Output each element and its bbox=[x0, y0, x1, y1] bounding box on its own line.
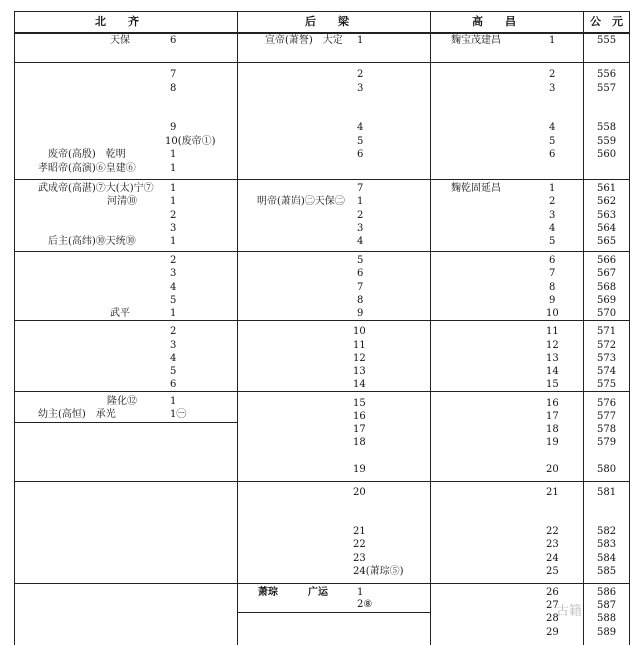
ad-year: 576 bbox=[597, 398, 617, 409]
houliang-year: 22 bbox=[353, 539, 366, 550]
beiqi-year: 1 bbox=[170, 163, 177, 174]
houliang-year: 19 bbox=[353, 464, 366, 475]
beiqi-year: 1 bbox=[170, 196, 177, 207]
gaochang-year: 25 bbox=[546, 566, 559, 577]
gaochang-year: 10 bbox=[546, 308, 559, 319]
beiqi-year: 4 bbox=[170, 353, 177, 364]
houliang-year: 21 bbox=[353, 526, 366, 537]
beiqi-year: 2 bbox=[170, 255, 177, 266]
ad-year: 572 bbox=[597, 340, 617, 351]
ad-year: 580 bbox=[597, 464, 617, 475]
beiqi-year: 10(废帝①) bbox=[165, 136, 216, 147]
ad-year: 559 bbox=[597, 136, 617, 147]
beiqi-year: 6 bbox=[170, 379, 177, 390]
gaochang-year: 4 bbox=[549, 122, 556, 133]
ad-year: 570 bbox=[597, 308, 617, 319]
ad-year: 557 bbox=[597, 83, 617, 94]
gaochang-year: 2 bbox=[549, 196, 556, 207]
gaochang-year: 2 bbox=[549, 69, 556, 80]
houliang-year: 11 bbox=[353, 340, 366, 351]
row-divider bbox=[14, 391, 630, 392]
ad-year: 587 bbox=[597, 600, 617, 611]
ad-year: 583 bbox=[597, 539, 617, 550]
ad-year: 567 bbox=[597, 268, 617, 279]
houliang-year: 1 bbox=[357, 196, 364, 207]
houliang-year: 14 bbox=[353, 379, 366, 390]
houliang-era-name: 宣帝(萧詧) 大定 bbox=[265, 35, 343, 46]
col-line-1 bbox=[237, 11, 238, 645]
ad-year: 571 bbox=[597, 326, 617, 337]
gaochang-year: 21 bbox=[546, 487, 559, 498]
gaochang-year: 16 bbox=[546, 398, 559, 409]
houliang-year: 6 bbox=[357, 149, 364, 160]
beiqi-year: 2 bbox=[170, 210, 177, 221]
gaochang-year: 9 bbox=[549, 295, 556, 306]
gaochang-year: 14 bbox=[546, 366, 559, 377]
beiqi-era-name: 河清⑩ bbox=[107, 196, 137, 207]
gaochang-year: 22 bbox=[546, 526, 559, 537]
gaochang-year: 28 bbox=[546, 613, 559, 624]
gaochang-year: 17 bbox=[546, 411, 559, 422]
beiqi-year: 1 bbox=[170, 396, 177, 407]
houliang-year: 5 bbox=[357, 136, 364, 147]
houliang-year: 2 bbox=[357, 69, 364, 80]
ad-year: 577 bbox=[597, 411, 617, 422]
ad-year: 568 bbox=[597, 282, 617, 293]
houliang-year: 4 bbox=[357, 122, 364, 133]
houliang-year: 5 bbox=[357, 255, 364, 266]
beiqi-era-name: 幼主(高恒) 承光 bbox=[38, 409, 116, 420]
houliang-year: 1 bbox=[357, 35, 364, 46]
row-divider bbox=[14, 320, 630, 321]
ad-year: 558 bbox=[597, 122, 617, 133]
ad-year: 560 bbox=[597, 149, 617, 160]
gaochang-year: 24 bbox=[546, 553, 559, 564]
watermark: 古籍 bbox=[556, 604, 583, 619]
row-divider bbox=[14, 481, 630, 482]
ad-year: 562 bbox=[597, 196, 617, 207]
ad-year: 564 bbox=[597, 223, 617, 234]
gaochang-era-name: 麴宝茂建昌 bbox=[451, 35, 501, 46]
ad-year: 585 bbox=[597, 566, 617, 577]
col-line-right bbox=[629, 11, 630, 645]
houliang-year: 4 bbox=[357, 236, 364, 247]
row-divider-partial bbox=[237, 612, 430, 613]
houliang-year: 20 bbox=[353, 487, 366, 498]
gaochang-year: 1 bbox=[549, 35, 556, 46]
houliang-year: 7 bbox=[357, 282, 364, 293]
houliang-year: 8 bbox=[357, 295, 364, 306]
ad-year: 566 bbox=[597, 255, 617, 266]
beiqi-year: 8 bbox=[170, 83, 177, 94]
ad-year: 569 bbox=[597, 295, 617, 306]
beiqi-year: 1㊀ bbox=[170, 409, 187, 420]
col-line-2 bbox=[430, 11, 431, 645]
beiqi-year: 2 bbox=[170, 326, 177, 337]
beiqi-era-name: 后主(高纬)⑩天统⑩ bbox=[48, 236, 136, 247]
gaochang-era-name: 麴乾固延昌 bbox=[451, 183, 501, 194]
beiqi-year: 1 bbox=[170, 149, 177, 160]
houliang-year: 15 bbox=[353, 398, 366, 409]
header-gong-yuan: 公 元 bbox=[590, 15, 623, 28]
gaochang-year: 29 bbox=[546, 627, 559, 638]
col-line-3 bbox=[583, 11, 584, 645]
ad-year: 582 bbox=[597, 526, 617, 537]
gaochang-year: 8 bbox=[549, 282, 556, 293]
beiqi-year: 5 bbox=[170, 295, 177, 306]
gaochang-year: 3 bbox=[549, 83, 556, 94]
beiqi-year: 9 bbox=[170, 122, 177, 133]
ad-year: 579 bbox=[597, 437, 617, 448]
houliang-year: 24(萧琮⑤) bbox=[353, 566, 404, 577]
houliang-year: 10 bbox=[353, 326, 366, 337]
houliang-year: 2⑧ bbox=[357, 599, 373, 610]
houliang-year: 1 bbox=[357, 587, 364, 598]
ad-year: 574 bbox=[597, 366, 617, 377]
houliang-year: 18 bbox=[353, 437, 366, 448]
ad-year: 586 bbox=[597, 587, 617, 598]
gaochang-year: 12 bbox=[546, 340, 559, 351]
gaochang-year: 4 bbox=[549, 223, 556, 234]
ad-year: 575 bbox=[597, 379, 617, 390]
gaochang-year: 3 bbox=[549, 210, 556, 221]
row-divider-partial bbox=[14, 422, 237, 423]
houliang-year: 13 bbox=[353, 366, 366, 377]
beiqi-year: 1 bbox=[170, 183, 177, 194]
beiqi-era-name: 武成帝(高湛)⑦大(太)宁⑦ bbox=[38, 183, 154, 194]
beiqi-year: 1 bbox=[170, 308, 177, 319]
beiqi-era-name: 孝昭帝(高演)⑥皇建⑥ bbox=[38, 163, 136, 174]
houliang-era-name: 萧琮 广运 bbox=[258, 587, 328, 598]
houliang-year: 17 bbox=[353, 424, 366, 435]
row-divider bbox=[14, 251, 630, 252]
houliang-year: 23 bbox=[353, 553, 366, 564]
gaochang-year: 18 bbox=[546, 424, 559, 435]
ad-year: 573 bbox=[597, 353, 617, 364]
houliang-year: 6 bbox=[357, 268, 364, 279]
gaochang-year: 11 bbox=[546, 326, 559, 337]
gaochang-year: 26 bbox=[546, 587, 559, 598]
gaochang-year: 19 bbox=[546, 437, 559, 448]
beiqi-era-name: 武平 bbox=[110, 308, 130, 319]
gaochang-year: 6 bbox=[549, 149, 556, 160]
ad-year: 588 bbox=[597, 613, 617, 624]
header-bei-qi: 北 齐 bbox=[95, 15, 139, 28]
row-divider bbox=[14, 179, 630, 180]
beiqi-year: 3 bbox=[170, 268, 177, 279]
houliang-year: 9 bbox=[357, 308, 364, 319]
beiqi-year: 4 bbox=[170, 282, 177, 293]
beiqi-era-name: 隆化⑫ bbox=[107, 396, 137, 407]
beiqi-year: 3 bbox=[170, 340, 177, 351]
beiqi-year: 1 bbox=[170, 236, 177, 247]
gaochang-year: 6 bbox=[549, 255, 556, 266]
houliang-year: 2 bbox=[357, 210, 364, 221]
beiqi-era-name: 废帝(高殷) 乾明 bbox=[48, 149, 126, 160]
gaochang-year: 23 bbox=[546, 539, 559, 550]
beiqi-year: 5 bbox=[170, 366, 177, 377]
ad-year: 555 bbox=[597, 35, 617, 46]
gaochang-year: 13 bbox=[546, 353, 559, 364]
beiqi-year: 6 bbox=[170, 35, 177, 46]
header-bottom-border bbox=[14, 32, 630, 34]
row-divider bbox=[14, 62, 630, 63]
gaochang-year: 1 bbox=[549, 183, 556, 194]
gaochang-year: 5 bbox=[549, 136, 556, 147]
ad-year: 556 bbox=[597, 69, 617, 80]
beiqi-era-name: 天保 bbox=[110, 35, 130, 46]
houliang-year: 7 bbox=[357, 183, 364, 194]
ad-year: 584 bbox=[597, 553, 617, 564]
gaochang-year: 20 bbox=[546, 464, 559, 475]
header-gao-chang: 高 昌 bbox=[472, 15, 516, 28]
table-top-border bbox=[14, 11, 630, 12]
houliang-era-name: 明帝(萧岿)㊁天保㊁ bbox=[257, 196, 345, 207]
header-hou-liang: 后 梁 bbox=[305, 15, 349, 28]
gaochang-year: 5 bbox=[549, 236, 556, 247]
gaochang-year: 27 bbox=[546, 600, 559, 611]
gaochang-year: 15 bbox=[546, 379, 559, 390]
col-line-left bbox=[14, 11, 15, 645]
ad-year: 561 bbox=[597, 183, 617, 194]
beiqi-year: 3 bbox=[170, 223, 177, 234]
beiqi-year: 7 bbox=[170, 69, 177, 80]
ad-year: 581 bbox=[597, 487, 617, 498]
row-divider bbox=[14, 583, 630, 584]
ad-year: 589 bbox=[597, 627, 617, 638]
gaochang-year: 7 bbox=[549, 268, 556, 279]
ad-year: 565 bbox=[597, 236, 617, 247]
houliang-year: 3 bbox=[357, 223, 364, 234]
houliang-year: 3 bbox=[357, 83, 364, 94]
ad-year: 578 bbox=[597, 424, 617, 435]
ad-year: 563 bbox=[597, 210, 617, 221]
houliang-year: 16 bbox=[353, 411, 366, 422]
houliang-year: 12 bbox=[353, 353, 366, 364]
